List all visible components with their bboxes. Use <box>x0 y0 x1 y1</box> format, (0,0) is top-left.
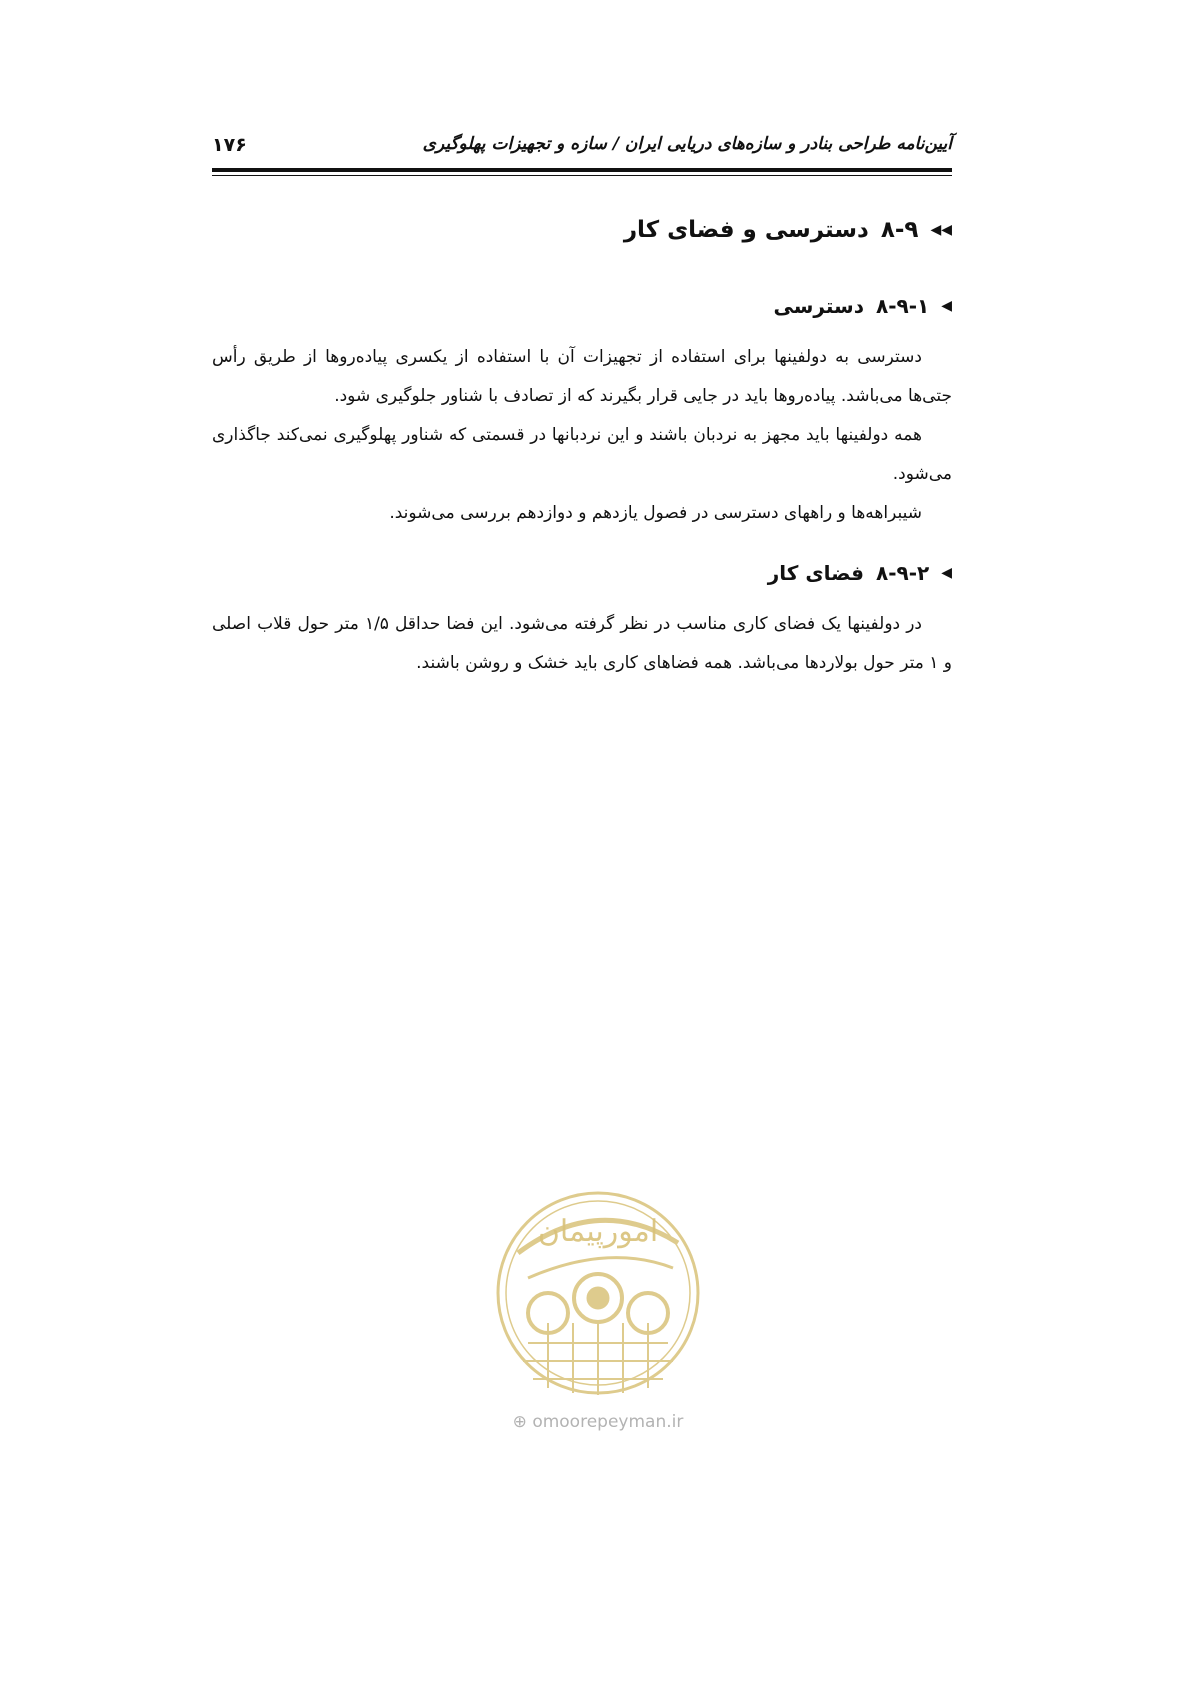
watermark-logo-icon <box>488 1183 708 1403</box>
section-number: ۸-۹ <box>880 217 919 243</box>
paragraph: شیبراهه‌ها و راههای دسترسی در فصول یازدهم و دوازدهم بررسی می‌شوند. <box>389 503 922 523</box>
triangle-marker-icon: ◀ <box>941 565 952 581</box>
section-heading <box>212 210 952 250</box>
globe-icon: ⊕ <box>512 1412 527 1432</box>
header-rule-thin <box>212 175 952 176</box>
header-rule-thick <box>212 168 952 172</box>
subsection-title: دسترسی <box>773 294 864 318</box>
watermark-url-text: omoorepeyman.ir <box>532 1412 684 1432</box>
running-title: آیین‌نامه طراحی بنادر و سازه‌های دریایی ایران / سازه و تجهیزات پهلوگیری <box>422 134 952 154</box>
subsection-heading-workspace <box>212 555 952 591</box>
triangle-marker-icon: ◀ <box>941 298 952 314</box>
page-number: ۱۷۶ <box>212 134 247 156</box>
subsection-number: ۸-۹-۱ <box>875 294 930 318</box>
subsection-heading-access <box>212 288 952 324</box>
paragraph: در دولفینها یک فضای کاری مناسب در نظر گرفته می‌شود. این فضا حداقل ۱/۵ متر حول قلاب اصلی و ۱ متر حول بولاردها می‌باشد. همه فضاهای کاری باید خشک و روشن باشند. <box>212 614 952 673</box>
page-content <box>212 210 952 683</box>
paragraph: همه دولفینها باید مجهز به نردبان باشند و این نردبانها در قسمتی که شناور پهلوگیری نمی‌کند جاگذاری می‌شود. <box>212 425 952 484</box>
double-triangle-marker-icon: ◀◀ <box>930 222 952 238</box>
watermark-logo-text: امورپیمان <box>537 1214 659 1249</box>
subsection-number: ۸-۹-۲ <box>875 561 930 585</box>
page-header <box>212 128 952 162</box>
subsection-title: فضای کار <box>767 561 864 585</box>
section-title: دسترسی و فضای کار <box>623 217 869 243</box>
paragraph: دسترسی به دولفینها برای استفاده از تجهیزات آن با استفاده از یکسری پیاده‌روها از طریق رأس جتی‌ها می‌باشد. پیاده‌روها باید در جایی قرار بگیرند که از تصادف با شناور جلوگیری شود. <box>212 347 952 406</box>
watermark-url <box>468 1412 728 1432</box>
